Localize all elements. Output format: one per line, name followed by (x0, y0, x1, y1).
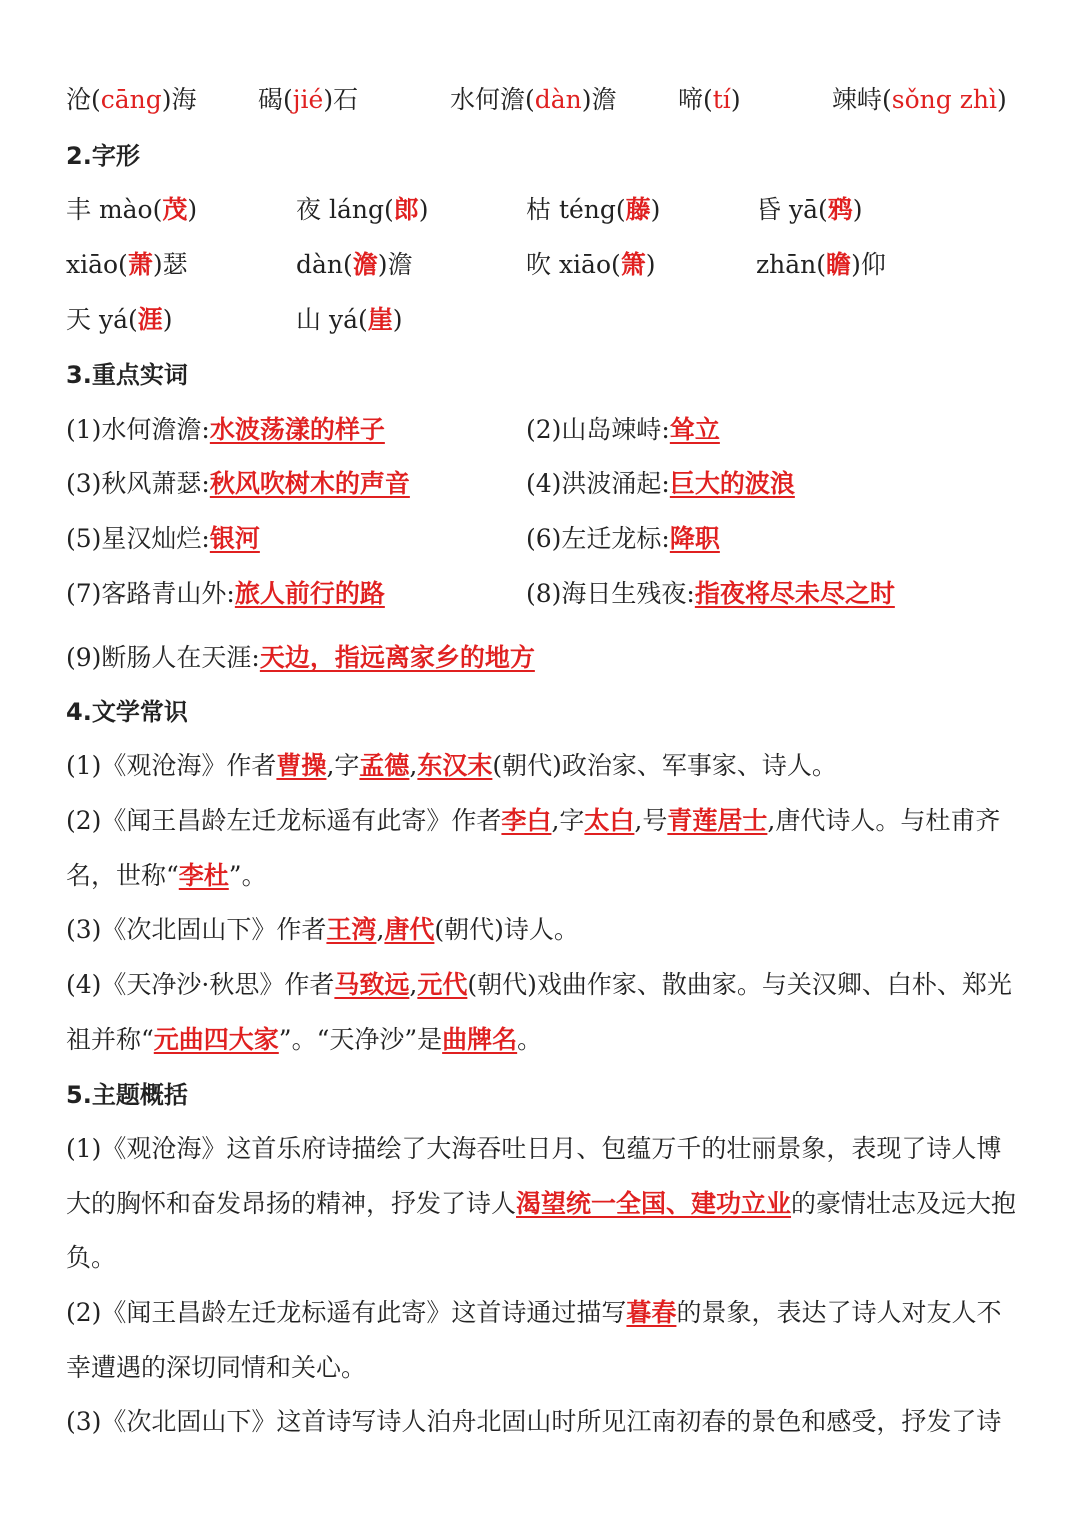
section-heading-words: 3.重点实词 (66, 361, 188, 389)
word-item: (6)左迁龙标:降职 (526, 524, 720, 553)
glyph-item: 夜 láng(郎) (296, 195, 429, 224)
pronunciation-item: 水何澹(dàn)澹 (450, 85, 617, 114)
word-item: (8)海日生残夜:指夜将尽未尽之时 (526, 579, 895, 608)
theme-paragraph: (3)《次北固山下》这首诗写诗人泊舟北固山时所见江南初春的景色和感受，抒发了诗 (66, 1407, 1002, 1436)
literature-paragraph: (4)《天净沙·秋思》作者马致远,元代(朝代)戏曲作家、散曲家。与关汉卿、白朴、郑光祖并称“元曲四大家”。“天净沙”是曲牌名。 (66, 970, 1012, 1054)
word-item: (5)星汉灿烂:银河 (66, 524, 260, 553)
word-item: (3)秋风萧瑟:秋风吹树木的声音 (66, 469, 410, 498)
word-item: (7)客路青山外:旅人前行的路 (66, 579, 385, 608)
pronunciation-item: 竦峙(sǒng zhì) (832, 85, 1007, 114)
literature-paragraph: (1)《观沧海》作者曹操,字孟德,东汉末(朝代)政治家、军事家、诗人。 (66, 751, 837, 780)
section-heading-glyphs: 2.字形 (66, 142, 140, 170)
pronunciation-item: 沧(cāng)海 (66, 85, 197, 114)
word-item: (1)水何澹澹:水波荡漾的样子 (66, 415, 385, 444)
word-item: (2)山岛竦峙:耸立 (526, 415, 720, 444)
literature-paragraph: (2)《闻王昌龄左迁龙标遥有此寄》作者李白,字太白,号青莲居士,唐代诗人。与杜甫齐名，世称“李杜”。 (66, 806, 1001, 890)
word-item: (9)断肠人在天涯:天边，指远离家乡的地方 (66, 643, 535, 672)
glyph-item: xiāo(萧)瑟 (66, 250, 188, 279)
section-heading-theme: 5.主题概括 (66, 1081, 188, 1109)
pronunciation-item: 碣(jié)石 (258, 85, 359, 114)
glyph-item: 天 yá(涯) (66, 305, 173, 334)
theme-paragraph: (2)《闻王昌龄左迁龙标遥有此寄》这首诗通过描写暮春的景象，表达了诗人对友人不幸遭遇的深切同情和关心。 (66, 1298, 1002, 1382)
section-heading-literature: 4.文学常识 (66, 698, 188, 726)
glyph-item: 丰 mào(茂) (66, 195, 198, 224)
glyph-item: dàn(澹)澹 (296, 250, 413, 279)
pronunciation-item: 啼(tí) (678, 85, 741, 114)
literature-paragraph: (3)《次北固山下》作者王湾,唐代(朝代)诗人。 (66, 915, 579, 944)
glyph-item: 山 yá(崖) (296, 305, 403, 334)
glyph-item: 枯 téng(藤) (526, 195, 661, 224)
glyph-item: zhān(瞻)仰 (756, 250, 886, 279)
glyph-item: 吹 xiāo(箫) (526, 250, 656, 279)
glyph-item: 昏 yā(鸦) (756, 195, 863, 224)
theme-paragraph: (1)《观沧海》这首乐府诗描绘了大海吞吐日月、包蕴万千的壮丽景象，表现了诗人博大的胸怀和奋发昂扬的精神，抒发了诗人渴望统一全国、建功立业的豪情壮志及远大抱负。 (66, 1134, 1017, 1272)
word-item: (4)洪波涌起:巨大的波浪 (526, 469, 795, 498)
